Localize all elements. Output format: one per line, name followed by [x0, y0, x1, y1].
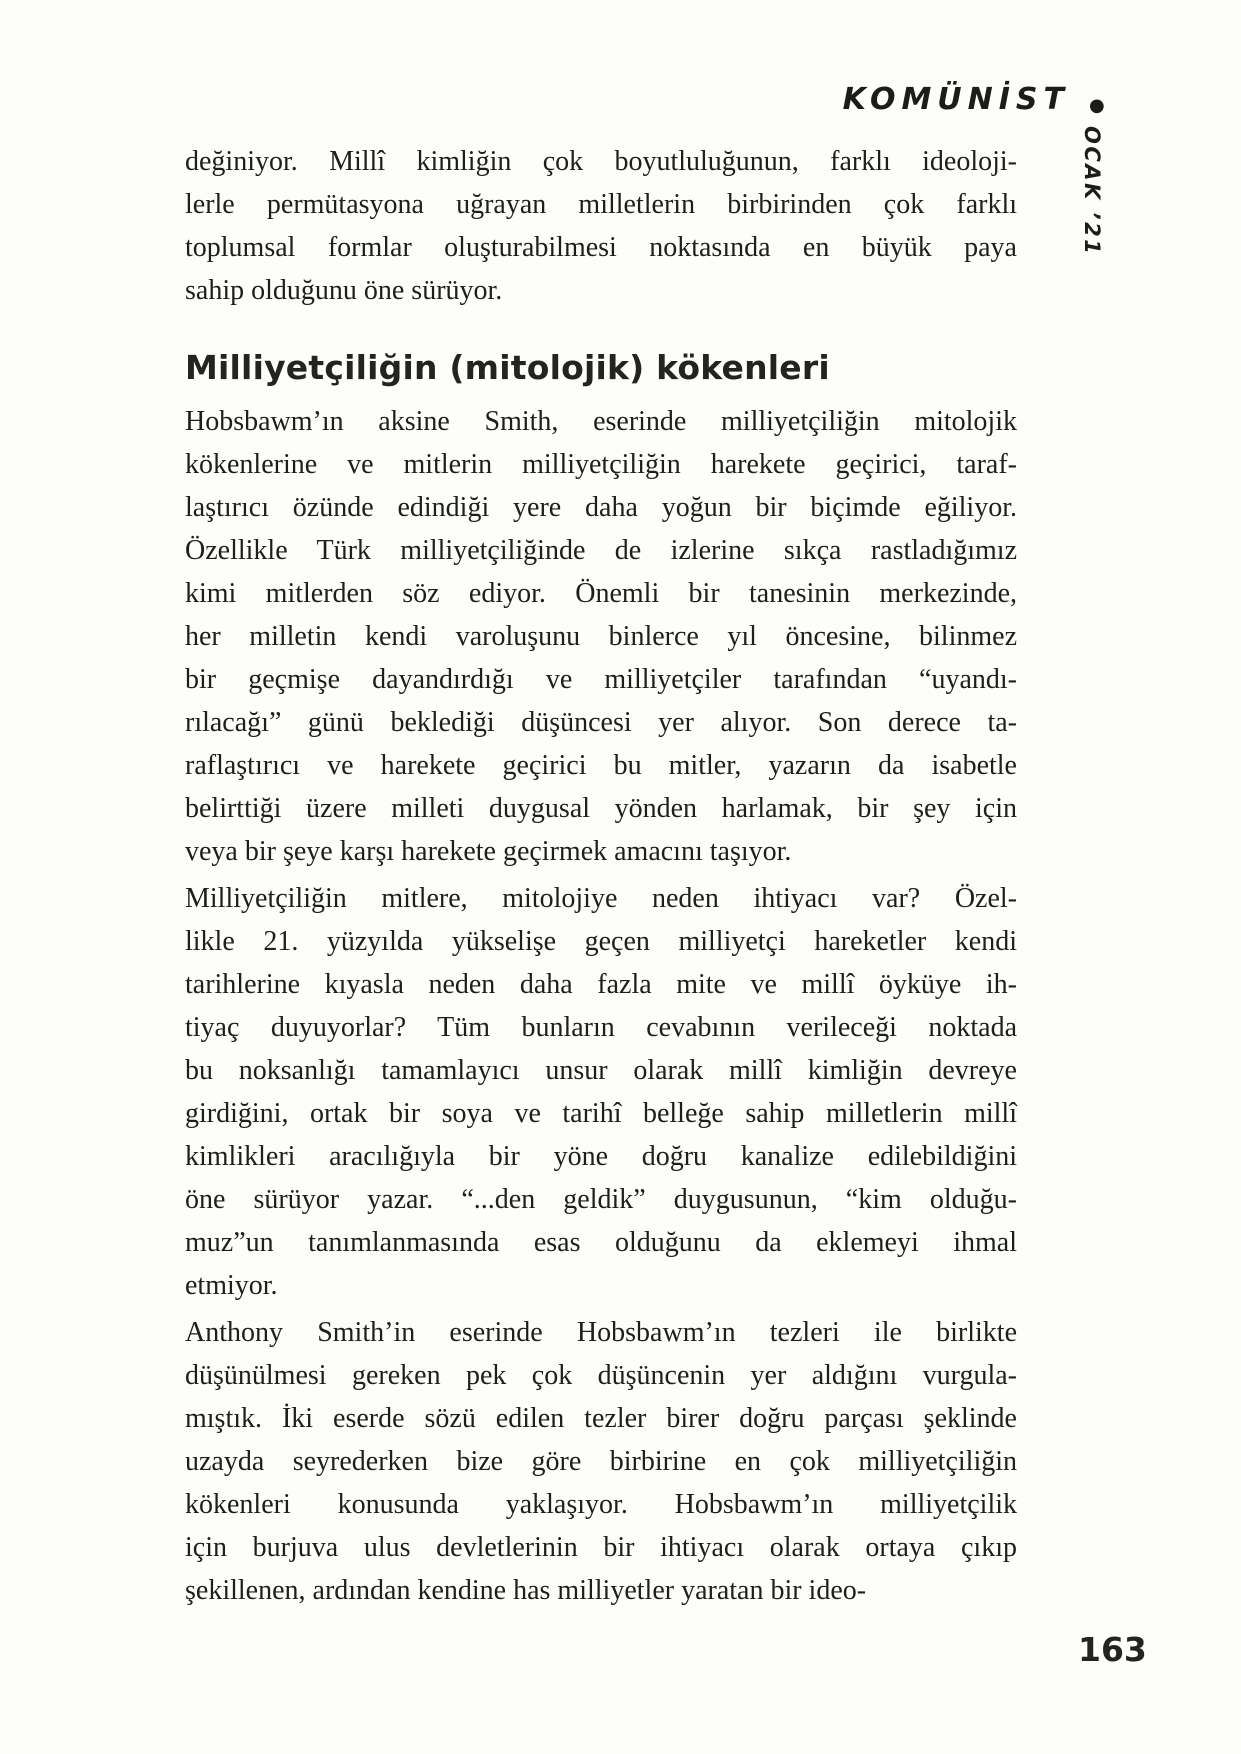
body-text-line: girdiğini, ortak bir soya ve tarihî belleğe sahip milletlerin millî [185, 1098, 1017, 1129]
body-text-line: Özellikle Türk milliyetçiliğinde de izlerine sıkça rastladığımız [185, 535, 1017, 566]
body-text-line: değiniyor. Millî kimliğin çok boyutluluğunun, farklı ideoloji- [185, 146, 1017, 177]
body-text-line: düşünülmesi gereken pek çok düşüncenin yer aldığını vurgula- [185, 1360, 1017, 1391]
body-text-line: şekillenen, ardından kendine has milliyetler yaratan bir ideo- [185, 1575, 867, 1606]
issue-date-vertical: OCAK ’21 [1080, 126, 1104, 257]
body-text-line: veya bir şeye karşı harekete geçirmek amacını taşıyor. [185, 836, 792, 867]
body-text-line: toplumsal formlar oluşturabilmesi noktasında en büyük paya [185, 232, 1017, 263]
body-text-line: bir geçmişe dayandırdığı ve milliyetçiler tarafından “uyandı- [185, 664, 1017, 695]
paragraph-4 [185, 1311, 1017, 1612]
body-text-line: her milletin kendi varoluşunu binlerce yıl öncesine, bilinmez [185, 621, 1017, 652]
body-text-line: mıştık. İki eserde sözü edilen tezler birer doğru parçası şeklinde [185, 1403, 1017, 1434]
body-text-line: kimi mitlerden söz ediyor. Önemli bir tanesinin merkezinde, [185, 578, 1017, 609]
body-text-line: Hobsbawm’ın aksine Smith, eserinde milliyetçiliğin mitolojik [185, 406, 1017, 437]
body-text-line: sahip olduğunu öne sürüyor. [185, 275, 503, 306]
body-text-line: kökenleri konusunda yaklaşıyor. Hobsbawm’ın milliyetçilik [185, 1489, 1017, 1520]
body-text-line: Anthony Smith’in eserinde Hobsbawm’ın tezleri ile birlikte [185, 1317, 1017, 1348]
paragraph-1 [185, 140, 1017, 312]
header-dot-icon: ● [1089, 95, 1105, 116]
magazine-title: KOMÜNİST [842, 82, 1070, 117]
body-text-line: Milliyetçiliğin mitlere, mitolojiye neden ihtiyacı var? Özel- [185, 883, 1017, 914]
body-text-line: tiyaç duyuyorlar? Tüm bunların cevabının verileceği noktada [185, 1012, 1017, 1043]
body-text-line: likle 21. yüzyılda yükselişe geçen milliyetçi hareketler kendi [185, 926, 1017, 957]
body-text-line: etmiyor. [185, 1270, 278, 1301]
body-text-line: için burjuva ulus devletlerinin bir ihtiyacı olarak ortaya çıkıp [185, 1532, 1017, 1563]
body-text-line: laştırıcı özünde edindiği yere daha yoğun bir biçimde eğiliyor. [185, 492, 1017, 523]
paragraph-3 [185, 877, 1017, 1307]
body-text-line: belirttiği üzere milleti duygusal yönden harlamak, bir şey için [185, 793, 1017, 824]
body-text-line: tarihlerine kıyasla neden daha fazla mite ve millî öyküye ih- [185, 969, 1017, 1000]
body-text-line: kökenlerine ve mitlerin milliyetçiliğin harekete geçirici, taraf- [185, 449, 1017, 480]
body-text-line: rılacağı” günü beklediği düşüncesi yer alıyor. Son derece ta- [185, 707, 1017, 738]
body-text-line: öne sürüyor yazar. “...den geldik” duygusunun, “kim olduğu- [185, 1184, 1017, 1215]
body-text-line: lerle permütasyona uğrayan milletlerin birbirinden çok farklı [185, 189, 1017, 220]
paragraph-2 [185, 400, 1017, 873]
body-text-line: raflaştırıcı ve harekete geçirici bu mitler, yazarın da isabetle [185, 750, 1017, 781]
section-heading: Milliyetçiliğin (mitolojik) kökenleri [185, 348, 830, 387]
page-number: 163 [1078, 1630, 1147, 1669]
body-text-line: muz”un tanımlanmasında esas olduğunu da eklemeyi ihmal [185, 1227, 1017, 1258]
body-text-line: bu noksanlığı tamamlayıcı unsur olarak millî kimliğin devreye [185, 1055, 1017, 1086]
body-text-line: uzayda seyrederken bize göre birbirine en çok milliyetçiliğin [185, 1446, 1017, 1477]
body-text-line: kimlikleri aracılığıyla bir yöne doğru kanalize edilebildiğini [185, 1141, 1017, 1172]
text-column [185, 140, 1017, 1612]
